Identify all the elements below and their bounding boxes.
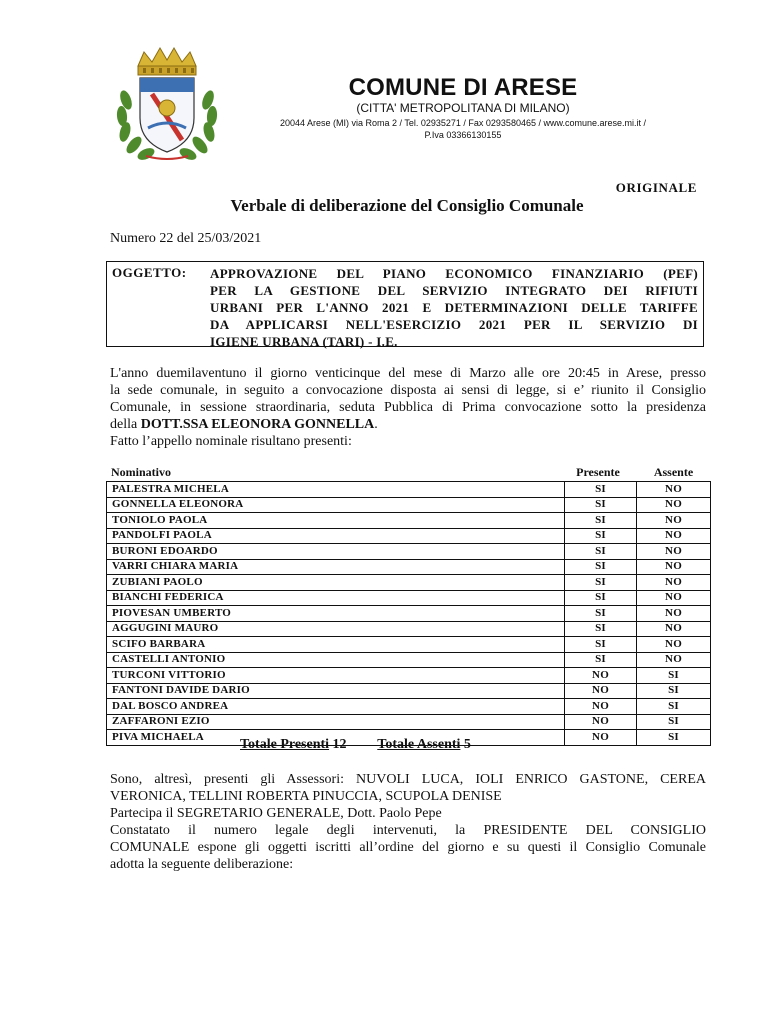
table-row xyxy=(107,497,711,513)
present-cell: SI xyxy=(565,497,637,513)
member-name-cell: GONNELLA ELEONORA xyxy=(107,497,565,513)
table-row xyxy=(107,544,711,560)
table-row xyxy=(107,559,711,575)
member-name-cell: AGGUGINI MAURO xyxy=(107,621,565,637)
document-status: ORIGINALE xyxy=(615,180,697,195)
municipality-title: COMUNE DI ARESE xyxy=(348,74,578,101)
table-row xyxy=(107,683,711,699)
total-absent-value: 5 xyxy=(463,737,471,752)
absent-cell: NO xyxy=(637,482,711,498)
present-cell: SI xyxy=(565,559,637,575)
member-name-cell: ZUBIANI PAOLO xyxy=(107,575,565,591)
member-name-cell: CASTELLI ANTONIO xyxy=(107,652,565,668)
member-name-cell: PALESTRA MICHELA xyxy=(107,482,565,498)
closing-line: Constatato il numero legale degli intervenuti, la PRESIDENTE DEL CONSIGLIO xyxy=(110,823,706,838)
absent-cell: SI xyxy=(637,668,711,684)
absent-cell: NO xyxy=(637,528,711,544)
member-name-cell: PANDOLFI PAOLA xyxy=(107,528,565,544)
intro-presidency-line xyxy=(110,417,706,434)
table-row xyxy=(107,590,711,606)
president-name: DOTT.SSA ELEONORA GONNELLA xyxy=(140,417,375,432)
total-present-value: 12 xyxy=(332,737,347,752)
member-name-cell: BIANCHI FEDERICA xyxy=(107,590,565,606)
absent-cell: NO xyxy=(637,575,711,591)
present-cell: NO xyxy=(565,699,637,715)
intro-prefix: della xyxy=(110,417,141,432)
intro-suffix: . xyxy=(374,417,378,432)
closing-line: COMUNALE espone gli oggetti iscritti all’ordine del giorno e su questi il Consiglio Comunale xyxy=(110,840,706,855)
table-row xyxy=(107,621,711,637)
document-number: Numero 22 del 25/03/2021 xyxy=(110,231,262,246)
closing-line: adotta la seguente deliberazione: xyxy=(110,857,294,872)
table-row xyxy=(107,575,711,591)
member-name-cell: BURONI EDOARDO xyxy=(107,544,565,560)
absent-cell: NO xyxy=(637,544,711,560)
absent-cell: SI xyxy=(637,683,711,699)
closing-line: Partecipa il SEGRETARIO GENERALE, Dott. Paolo Pepe xyxy=(110,806,442,821)
member-name-cell: SCIFO BARBARA xyxy=(107,637,565,653)
present-cell: SI xyxy=(565,575,637,591)
column-header-name: Nominativo xyxy=(111,465,171,479)
member-name-cell: PIOVESAN UMBERTO xyxy=(107,606,565,622)
oggetto-line: APPROVAZIONE DEL PIANO ECONOMICO FINANZIARIO (PEF) xyxy=(210,266,698,281)
member-name-cell: TONIOLO PAOLA xyxy=(107,513,565,529)
municipality-contact-line: 20044 Arese (MI) via Roma 2 / Tel. 02935271 / Fax 0293580465 / www.comune.arese.mi.it / xyxy=(279,118,647,128)
oggetto-line: IGIENE URBANA (TARI) - I.E. xyxy=(210,334,398,349)
municipality-vat-line: P.Iva 03366130155 xyxy=(424,130,502,140)
absent-cell: NO xyxy=(637,621,711,637)
present-cell: NO xyxy=(565,668,637,684)
present-cell: SI xyxy=(565,621,637,637)
absent-cell: NO xyxy=(637,559,711,575)
member-name-cell: PIVA MICHAELA xyxy=(107,730,565,746)
oggetto-line: DA APPLICARSI NELL'ESERCIZIO 2021 PER IL SERVIZIO DI xyxy=(210,317,698,332)
present-cell: SI xyxy=(565,544,637,560)
attendance-table xyxy=(106,481,711,746)
oggetto-line: PER LA GESTIONE DEL SERVIZIO INTEGRATO DEI RIFIUTI xyxy=(210,283,698,298)
oggetto-line: URBANI PER L'ANNO 2021 E DETERMINAZIONI DELLE TARIFFE xyxy=(210,300,698,315)
table-row xyxy=(107,528,711,544)
column-header-present: Presente xyxy=(576,465,620,479)
member-name-cell: ZAFFARONI EZIO xyxy=(107,714,565,730)
present-cell: NO xyxy=(565,730,637,746)
present-cell: SI xyxy=(565,590,637,606)
present-cell: SI xyxy=(565,652,637,668)
table-row xyxy=(107,652,711,668)
intro-line: L'anno duemilaventuno il giorno venticinque del mese di Marzo alle ore 20:45 in Arese, presso xyxy=(110,366,706,381)
total-absent-label: Totale Assenti xyxy=(377,737,461,752)
member-name-cell: TURCONI VITTORIO xyxy=(107,668,565,684)
present-cell: SI xyxy=(565,482,637,498)
present-cell: SI xyxy=(565,513,637,529)
municipal-crest-icon xyxy=(112,44,222,162)
absent-cell: NO xyxy=(637,652,711,668)
present-cell: NO xyxy=(565,683,637,699)
absent-cell: SI xyxy=(637,730,711,746)
table-row xyxy=(107,714,711,730)
total-present-label: Totale Presenti xyxy=(240,737,330,752)
present-cell: SI xyxy=(565,637,637,653)
absent-cell: NO xyxy=(637,606,711,622)
oggetto-label: OGGETTO: xyxy=(112,265,187,280)
closing-line: VERONICA, TELLINI ROBERTA PINUCCIA, SCUPOLA DENISE xyxy=(110,789,502,804)
intro-line: la sede comunale, in seguito a convocazione disposta ai sensi di legge, si e’ riunito il Consiglio xyxy=(110,383,706,398)
absent-cell: SI xyxy=(637,699,711,715)
roll-call-line: Fatto l’appello nominale risultano presenti: xyxy=(110,434,352,449)
column-header-absent: Assente xyxy=(653,465,694,479)
member-name-cell: FANTONI DAVIDE DARIO xyxy=(107,683,565,699)
absent-cell: NO xyxy=(637,590,711,606)
table-row xyxy=(107,637,711,653)
absent-cell: SI xyxy=(637,714,711,730)
intro-line: Comunale, in sessione straordinaria, seduta Pubblica di Prima convocazione sotto la presidenza xyxy=(110,400,706,415)
member-name-cell: DAL BOSCO ANDREA xyxy=(107,699,565,715)
member-name-cell: VARRI CHIARA MARIA xyxy=(107,559,565,575)
closing-line: Sono, altresì, presenti gli Assessori: NUVOLI LUCA, IOLI ENRICO GASTONE, CEREA xyxy=(110,772,706,787)
table-row xyxy=(107,699,711,715)
attendance-totals xyxy=(240,737,471,753)
table-row xyxy=(107,606,711,622)
attendance-header xyxy=(106,465,710,481)
table-row xyxy=(107,513,711,529)
absent-cell: NO xyxy=(637,637,711,653)
table-row xyxy=(107,482,711,498)
absent-cell: NO xyxy=(637,513,711,529)
present-cell: NO xyxy=(565,714,637,730)
present-cell: SI xyxy=(565,528,637,544)
absent-cell: NO xyxy=(637,497,711,513)
document-title: Verbale di deliberazione del Consiglio Comunale xyxy=(230,196,584,215)
table-row xyxy=(107,668,711,684)
municipality-subtitle: (CITTA' METROPOLITANA DI MILANO) xyxy=(356,101,570,115)
present-cell: SI xyxy=(565,606,637,622)
